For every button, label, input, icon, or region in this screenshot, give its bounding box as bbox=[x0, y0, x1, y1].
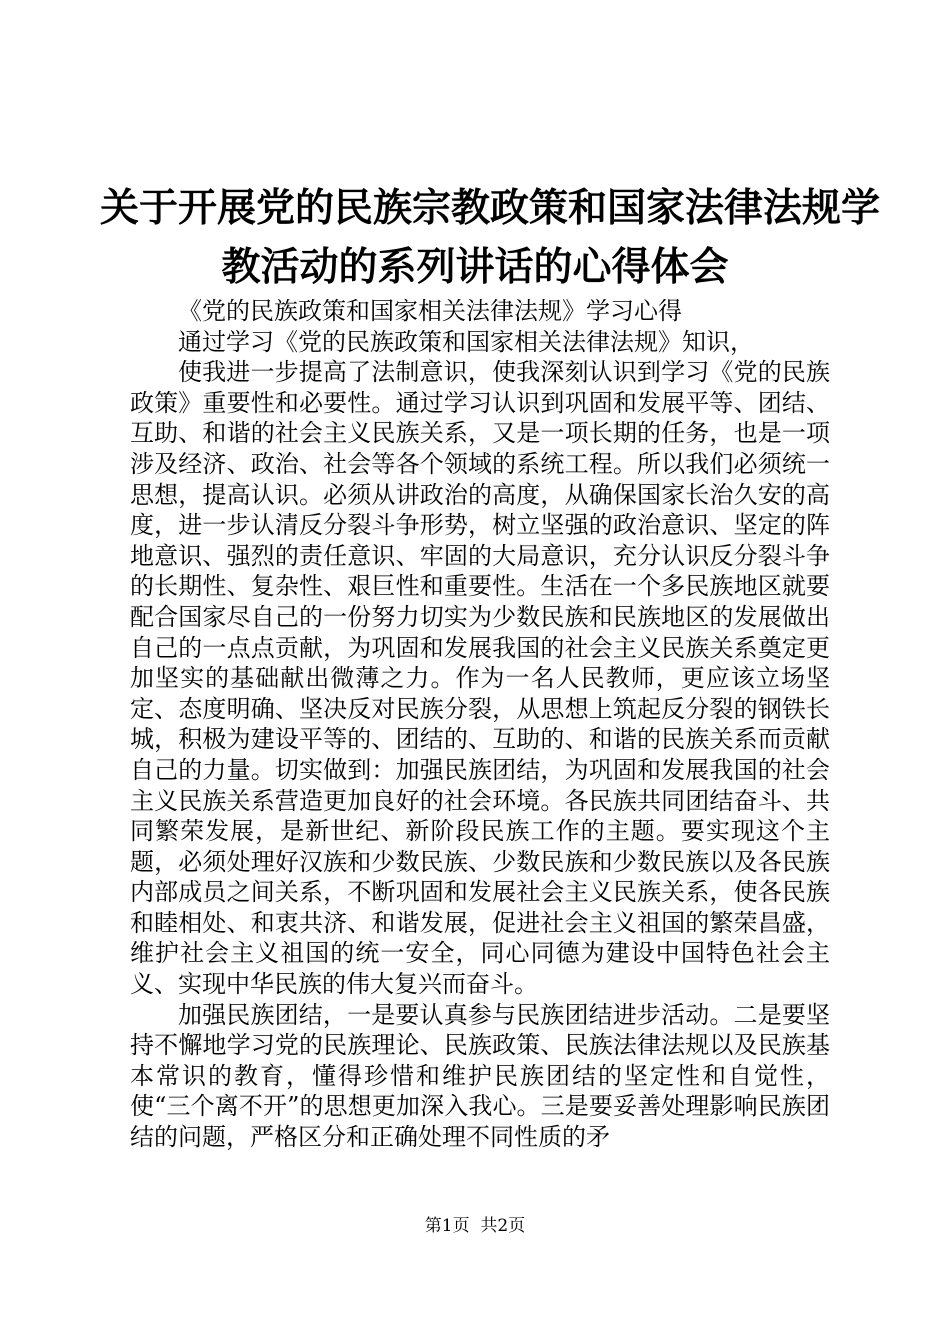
page-footer: 第1页 共2页 bbox=[424, 1216, 526, 1236]
paragraph-subtitle: 《党的民族政策和国家相关法律法规》学习心得 bbox=[178, 297, 682, 325]
document-title-line-1: 关于开展党的民族宗教政策和国家法律法规学 bbox=[100, 185, 881, 231]
document-body bbox=[130, 296, 830, 1153]
paragraph-intro: 通过学习《党的民族政策和国家相关法律法规》知识， bbox=[178, 327, 754, 356]
document-title-line-2: 教活动的系列讲话的心得体会 bbox=[221, 244, 729, 290]
paragraph-unity: 加强民族团结，一是要认真参与民族团结进步活动。二是要坚持不懈地学习党的民族理论、民族政策、民族法律法规以及民族基本常识的教育，懂得珍惜和维护民族团结的坚定性和自觉性，使“三个离不开”的思想更加深入我心。三是要妥善处理影响民族团结的问题，严格区分和正确处理不同性质的矛 bbox=[130, 1000, 830, 1152]
paragraph-main: 使我进一步提高了法制意识，使我深刻认识到学习《党的民族政策》重要性和必要性。通过学习认识到巩固和发展平等、团结、互助、和谐的社会主义民族关系，又是一项长期的任务，也是一项涉及经济、政治、社会等各个领域的系统工程。所以我们必须统一思想，提高认识。必须从讲政治的高度，从确保国家长治久安的高度，进一步认清反分裂斗争形势，树立坚强的政治意识、坚定的阵地意识、强烈的责任意识、牢固的大局意识，充分认识反分裂斗争的长期性、复杂性、艰巨性和重要性。生活在一个多民族地区就要配合国家尽自己的一份努力切实为少数民族和民族地区的发展做出自己的一点点贡献，为巩固和发展我国的社会主义民族关系奠定更加坚实的基础献出微薄之力。作为一名人民教师，更应该立场坚定、态度明确、坚决反对民族分裂，从思想上筑起反分裂的钢铁长城，积极为建设平等的、团结的、互助的、和谐的民族关系而贡献自己的力量。切实做到：加强民族团结，为巩固和发展我国的社会主义民族关系营造更加良好的社会环境。各民族共同团结奋斗、共同繁荣发展，是新世纪、新阶段民族工作的主题。要实现这个主题，必须处理好汉族和少数民族、少数民族和少数民族以及各民族内部成员之间关系，不断巩固和发展社会主义民族关系，使各民族和睦相处、和衷共济、和谐发展，促进社会主义祖国的繁荣昌盛，维护社会主义祖国的统一安全，同心同德为建设中国特色社会主义、实现中华民族的伟大复兴而奋斗。 bbox=[130, 358, 830, 999]
